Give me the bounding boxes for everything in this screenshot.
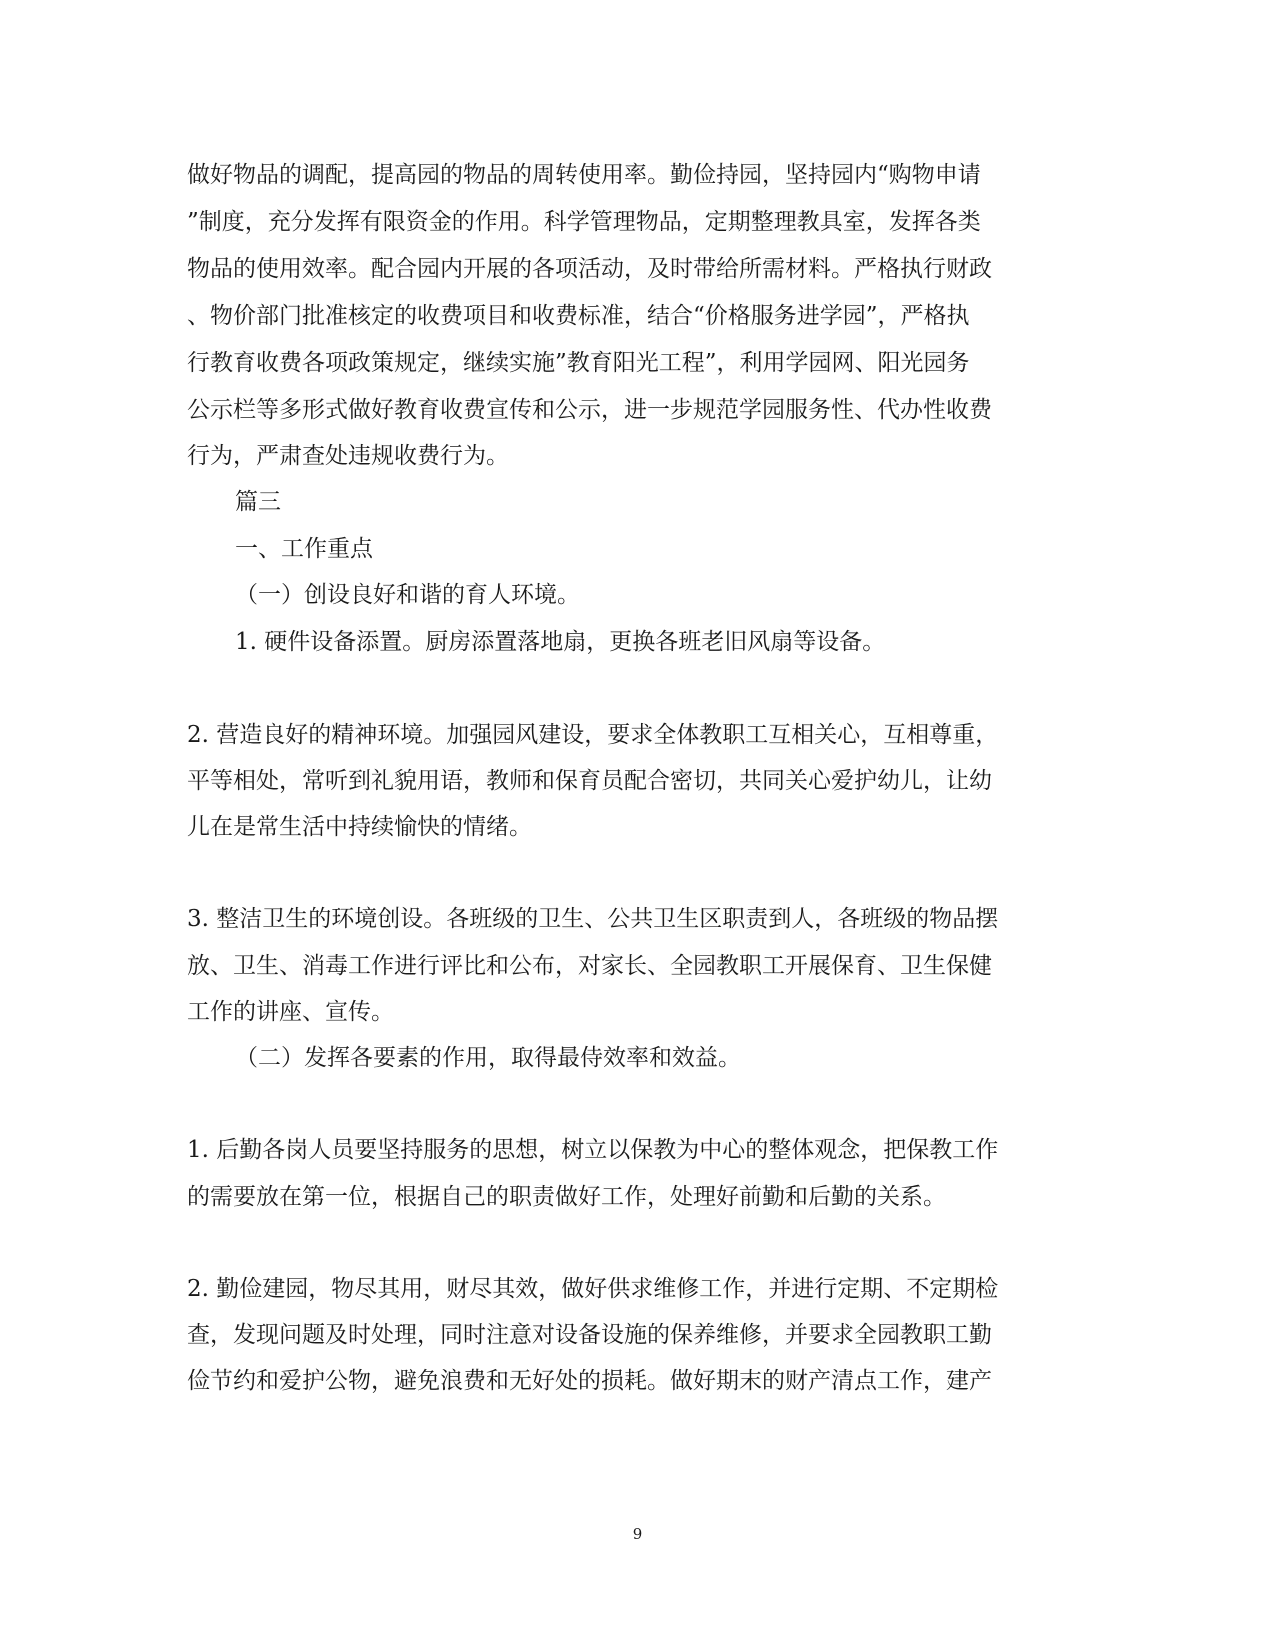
paragraph-line: 查，发现问题及时处理，同时注意对设备设施的保养维修，并要求全园教职工勤 [187,1322,992,1348]
section-title: 篇三 [235,489,281,515]
paragraph-line: 放、卫生、消毒工作进行评比和公布，对家长、全园教职工开展保育、卫生保健 [187,953,992,979]
paragraph-line: 物品的使用效率。配合园内开展的各项活动，及时带给所需材料。严格执行财政 [187,256,992,282]
paragraph-line: ”制度，充分发挥有限资金的作用。科学管理物品，定期整理教具室，发挥各类 [187,209,981,235]
paragraph-line: 行为，严肃查处违规收费行为。 [187,443,509,469]
list-item: 1. 硬件设备添置。厨房添置落地扇，更换各班老旧风扇等设备。 [235,629,886,655]
paragraph-line: 公示栏等多形式做好教育收费宣传和公示，进一步规范学园服务性、代办性收费 [187,397,992,423]
paragraph-line: 做好物品的调配，提高园的物品的周转使用率。勤俭持园，坚持园内“购物申请 [187,162,981,188]
paragraph-line: 工作的讲座、宣传。 [187,999,394,1025]
paragraph-line: 平等相处，常听到礼貌用语，教师和保育员配合密切，共同关心爱护幼儿，让幼 [187,768,992,794]
paragraph-line: 、物价部门批准核定的收费项目和收费标准，结合“价格服务进学园”，严格执 [187,303,970,329]
list-item: 3. 整洁卫生的环境创设。各班级的卫生、公共卫生区职责到人，各班级的物品摆 [187,906,999,932]
subsection-heading: （二）发挥各要素的作用，取得最侍效率和效益。 [235,1045,741,1071]
paragraph-line: 俭节约和爱护公物，避免浪费和无好处的损耗。做好期末的财产清点工作，建产 [187,1368,992,1394]
section-heading: 一、工作重点 [235,536,373,562]
subsection-heading: （一）创设良好和谐的育人环境。 [235,582,580,608]
list-item: 2. 勤俭建园，物尽其用，财尽其效，做好供求维修工作，并进行定期、不定期检 [187,1276,999,1302]
page-number: 9 [632,1525,643,1543]
list-item: 1. 后勤各岗人员要坚持服务的思想，树立以保教为中心的整体观念，把保教工作 [187,1137,999,1163]
paragraph-line: 的需要放在第一位，根据自己的职责做好工作，处理好前勤和后勤的关系。 [187,1184,946,1210]
paragraph-line: 儿在是常生活中持续愉快的情绪。 [187,814,532,840]
list-item: 2. 营造良好的精神环境。加强园风建设，要求全体教职工互相关心，互相尊重， [187,722,999,748]
paragraph-line: 行教育收费各项政策规定，继续实施”教育阳光工程”，利用学园网、阳光园务 [187,350,970,376]
